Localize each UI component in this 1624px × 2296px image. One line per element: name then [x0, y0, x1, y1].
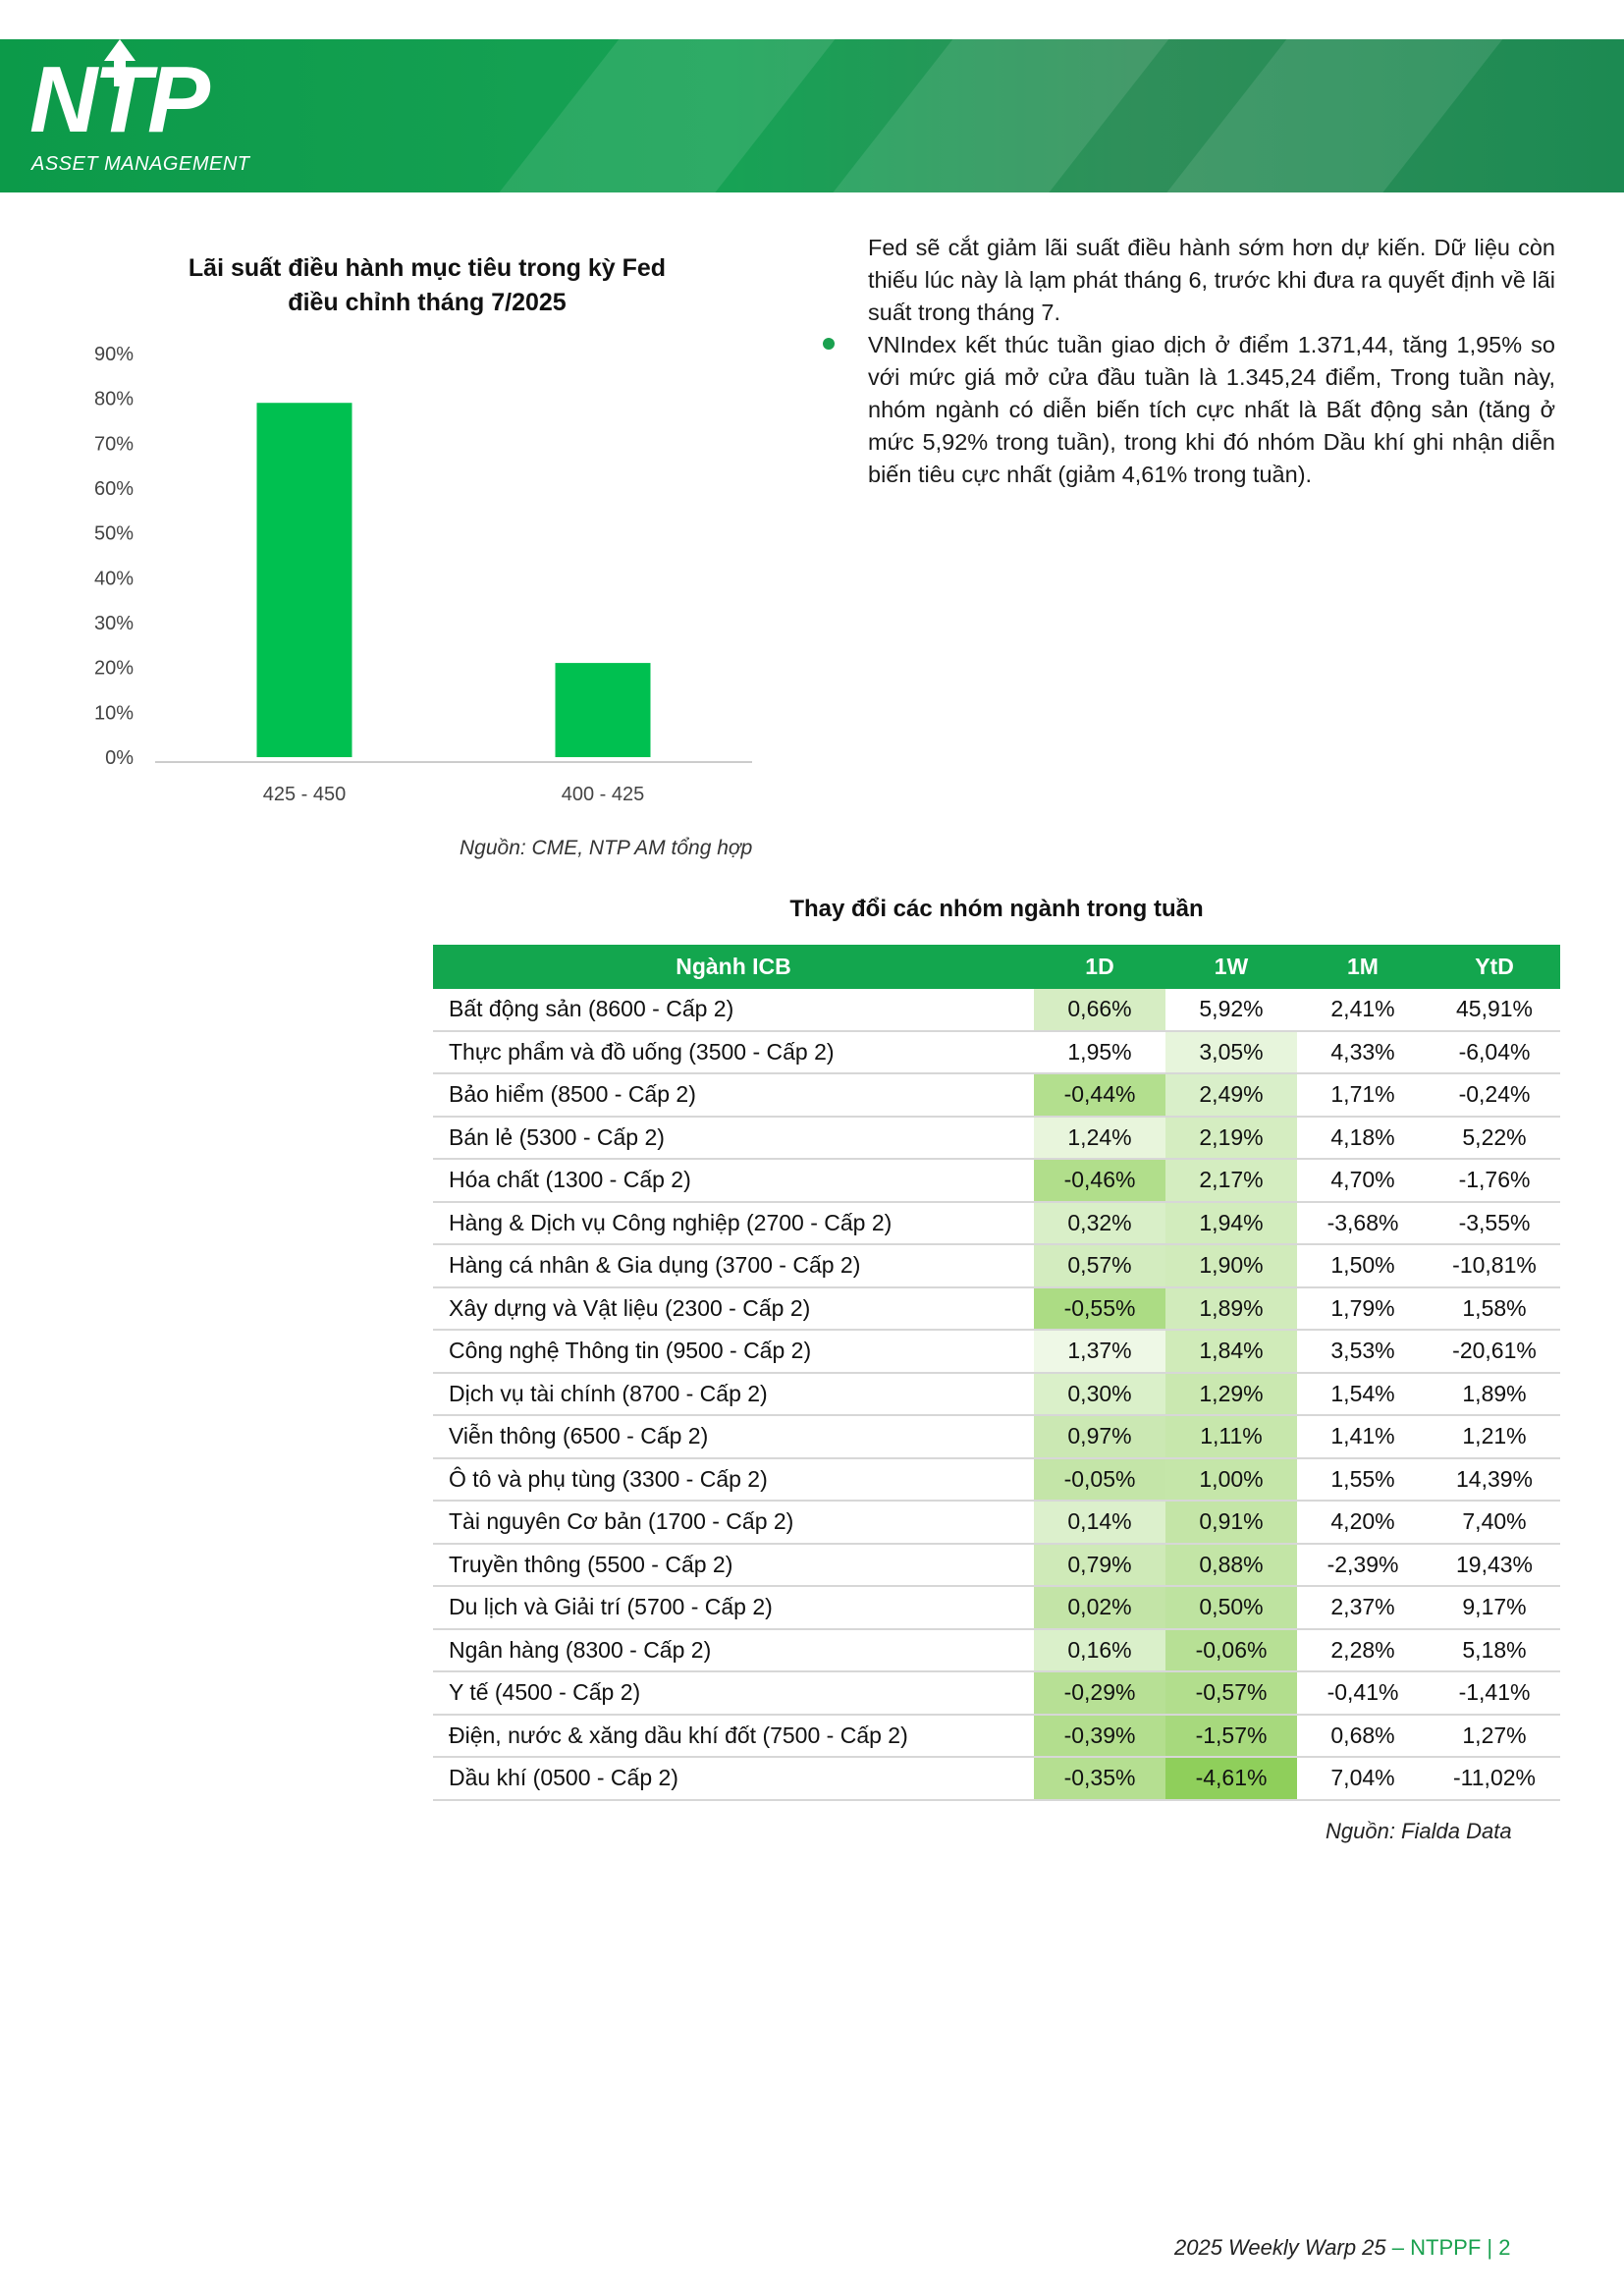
- cell-sector: Y tế (4500 - Cấp 2): [433, 1671, 1034, 1715]
- cell-1w: 1,11%: [1165, 1415, 1297, 1458]
- table-row: [433, 1458, 1560, 1502]
- chart-source: Nguồn: CME, NTP AM tổng hợp: [460, 837, 753, 859]
- cell-1w: -0,57%: [1165, 1671, 1297, 1715]
- cell-sector: Công nghệ Thông tin (9500 - Cấp 2): [433, 1330, 1034, 1373]
- cell-1d: -0,44%: [1034, 1073, 1165, 1117]
- commentary-text: [868, 232, 1555, 491]
- cell-1w: 1,00%: [1165, 1458, 1297, 1502]
- cell-1m: 1,71%: [1297, 1073, 1429, 1117]
- cell-ytd: 1,58%: [1429, 1287, 1560, 1331]
- cell-1m: 1,41%: [1297, 1415, 1429, 1458]
- y-tick-label: 30%: [93, 613, 134, 634]
- sector-change-table: [433, 945, 1560, 1801]
- commentary-para-2: VNIndex kết thúc tuần giao dịch ở điểm 1.371,44, tăng 1,95% so với mức giá mở cửa đầu tuần là 1.345,24 điểm, Trong tuần này, nhóm ngành có diễn biến tích cực nhất là Bất động sản (tăng ở mức 5,92% trong tuần), trong khi đó nhóm Dầu khí ghi nhận diễn biến tiêu cực nhất (giảm 4,61% trong tuần).: [868, 332, 1555, 487]
- table-row: [433, 1415, 1560, 1458]
- bar: [556, 663, 651, 757]
- cell-1m: 4,70%: [1297, 1159, 1429, 1202]
- table-row: [433, 1501, 1560, 1544]
- table-row: [433, 1202, 1560, 1245]
- logo-wordmark: NTP: [29, 47, 206, 152]
- cell-ytd: -1,76%: [1429, 1159, 1560, 1202]
- y-tick-label: 90%: [93, 344, 134, 365]
- bar: [257, 403, 352, 757]
- cell-sector: Tài nguyên Cơ bản (1700 - Cấp 2): [433, 1501, 1034, 1544]
- cell-sector: Ô tô và phụ tùng (3300 - Cấp 2): [433, 1458, 1034, 1502]
- cell-sector: Bán lẻ (5300 - Cấp 2): [433, 1117, 1034, 1160]
- cell-1w: 1,94%: [1165, 1202, 1297, 1245]
- y-tick-label: 60%: [93, 478, 134, 500]
- table-row: [433, 1629, 1560, 1672]
- cell-sector: Hàng & Dịch vụ Công nghiệp (2700 - Cấp 2): [433, 1202, 1034, 1245]
- table-title: Thay đổi các nhóm ngành trong tuần: [789, 896, 1204, 922]
- col-header-1d: 1D: [1034, 945, 1165, 989]
- table-row: [433, 1244, 1560, 1287]
- cell-ytd: 45,91%: [1429, 989, 1560, 1031]
- cell-1m: 2,28%: [1297, 1629, 1429, 1672]
- cell-sector: Bất động sản (8600 - Cấp 2): [433, 989, 1034, 1031]
- cell-1m: 4,18%: [1297, 1117, 1429, 1160]
- y-tick-label: 20%: [93, 657, 134, 680]
- cell-1m: 1,54%: [1297, 1373, 1429, 1416]
- cell-1w: 0,88%: [1165, 1544, 1297, 1587]
- y-tick-label: 50%: [93, 522, 134, 545]
- cell-1w: -1,57%: [1165, 1715, 1297, 1758]
- x-tick-label: 400 - 425: [561, 784, 645, 805]
- cell-1d: 0,57%: [1034, 1244, 1165, 1287]
- cell-1w: 2,19%: [1165, 1117, 1297, 1160]
- cell-1w: 0,91%: [1165, 1501, 1297, 1544]
- footer-report: 2025 Weekly Warp 25: [1174, 2235, 1386, 2260]
- cell-1m: -3,68%: [1297, 1202, 1429, 1245]
- cell-ytd: -10,81%: [1429, 1244, 1560, 1287]
- cell-1w: 1,89%: [1165, 1287, 1297, 1331]
- cell-1m: 7,04%: [1297, 1757, 1429, 1800]
- cell-1d: 0,30%: [1034, 1373, 1165, 1416]
- commentary-para-1: Fed sẽ cắt giảm lãi suất điều hành sớm hơn dự kiến. Dữ liệu còn thiếu lúc này là lạm phát tháng 6, trước khi đưa ra quyết định về lãi suất trong tháng 7.: [868, 235, 1555, 325]
- table-row: [433, 1715, 1560, 1758]
- cell-ytd: 5,22%: [1429, 1117, 1560, 1160]
- cell-1d: -0,29%: [1034, 1671, 1165, 1715]
- chart-title-line1: Lãi suất điều hành mục tiêu trong kỳ Fed: [188, 254, 667, 282]
- cell-1w: 3,05%: [1165, 1031, 1297, 1074]
- cell-1m: 1,50%: [1297, 1244, 1429, 1287]
- cell-1w: 2,17%: [1165, 1159, 1297, 1202]
- cell-1m: 3,53%: [1297, 1330, 1429, 1373]
- bullet-icon: [823, 338, 835, 350]
- cell-1d: -0,55%: [1034, 1287, 1165, 1331]
- cell-1d: 0,14%: [1034, 1501, 1165, 1544]
- cell-sector: Ngân hàng (8300 - Cấp 2): [433, 1629, 1034, 1672]
- cell-1w: -0,06%: [1165, 1629, 1297, 1672]
- y-tick-label: 80%: [93, 388, 134, 410]
- cell-ytd: 7,40%: [1429, 1501, 1560, 1544]
- footer-brand: NTPPF: [1410, 2235, 1482, 2260]
- cell-sector: Du lịch và Giải trí (5700 - Cấp 2): [433, 1586, 1034, 1629]
- cell-sector: Bảo hiểm (8500 - Cấp 2): [433, 1073, 1034, 1117]
- col-header-ytd: YtD: [1429, 945, 1560, 989]
- table-row: [433, 1757, 1560, 1800]
- y-tick-label: 40%: [93, 568, 134, 590]
- table-row: [433, 1373, 1560, 1416]
- table-row: [433, 989, 1560, 1031]
- y-tick-label: 10%: [93, 702, 134, 725]
- fed-rate-bar-chart: [59, 329, 766, 820]
- cell-ytd: 9,17%: [1429, 1586, 1560, 1629]
- cell-ytd: -6,04%: [1429, 1031, 1560, 1074]
- cell-sector: Thực phẩm và đồ uống (3500 - Cấp 2): [433, 1031, 1034, 1074]
- col-header-sector: Ngành ICB: [433, 945, 1034, 989]
- cell-1w: 1,84%: [1165, 1330, 1297, 1373]
- cell-1m: 1,79%: [1297, 1287, 1429, 1331]
- cell-sector: Hàng cá nhân & Gia dụng (3700 - Cấp 2): [433, 1244, 1034, 1287]
- cell-1w: 5,92%: [1165, 989, 1297, 1031]
- cell-1d: 0,79%: [1034, 1544, 1165, 1587]
- y-tick-label: 0%: [105, 747, 134, 769]
- cell-ytd: -3,55%: [1429, 1202, 1560, 1245]
- cell-1m: -2,39%: [1297, 1544, 1429, 1587]
- table-header-row: [433, 945, 1560, 989]
- x-tick-label: 425 - 450: [262, 784, 347, 805]
- cell-1d: -0,46%: [1034, 1159, 1165, 1202]
- cell-ytd: -20,61%: [1429, 1330, 1560, 1373]
- y-tick-label: 70%: [93, 433, 134, 456]
- cell-1d: 1,37%: [1034, 1330, 1165, 1373]
- cell-1w: 0,50%: [1165, 1586, 1297, 1629]
- cell-1m: -0,41%: [1297, 1671, 1429, 1715]
- page-footer: [1174, 2235, 1510, 2261]
- logo-subtitle: ASSET MANAGEMENT: [31, 153, 250, 175]
- table-row: [433, 1117, 1560, 1160]
- chart-title: [147, 251, 707, 320]
- footer-dash: –: [1391, 2235, 1405, 2260]
- cell-sector: Viễn thông (6500 - Cấp 2): [433, 1415, 1034, 1458]
- table-row: [433, 1671, 1560, 1715]
- cell-1m: 2,37%: [1297, 1586, 1429, 1629]
- cell-1d: 0,02%: [1034, 1586, 1165, 1629]
- cell-1m: 4,20%: [1297, 1501, 1429, 1544]
- cell-1w: 1,90%: [1165, 1244, 1297, 1287]
- cell-sector: Hóa chất (1300 - Cấp 2): [433, 1159, 1034, 1202]
- table-row: [433, 1031, 1560, 1074]
- cell-1w: 1,29%: [1165, 1373, 1297, 1416]
- col-header-1m: 1M: [1297, 945, 1429, 989]
- cell-sector: Truyền thông (5500 - Cấp 2): [433, 1544, 1034, 1587]
- table-row: [433, 1544, 1560, 1587]
- cell-1m: 4,33%: [1297, 1031, 1429, 1074]
- cell-ytd: -0,24%: [1429, 1073, 1560, 1117]
- cell-1d: 1,95%: [1034, 1031, 1165, 1074]
- cell-1d: 0,97%: [1034, 1415, 1165, 1458]
- cell-1d: 0,66%: [1034, 989, 1165, 1031]
- chart-title-line2: điều chỉnh tháng 7/2025: [288, 289, 567, 316]
- cell-ytd: 5,18%: [1429, 1629, 1560, 1672]
- table-row: [433, 1586, 1560, 1629]
- cell-1d: -0,39%: [1034, 1715, 1165, 1758]
- cell-1d: 1,24%: [1034, 1117, 1165, 1160]
- cell-1w: 2,49%: [1165, 1073, 1297, 1117]
- cell-ytd: -11,02%: [1429, 1757, 1560, 1800]
- cell-ytd: -1,41%: [1429, 1671, 1560, 1715]
- col-header-1w: 1W: [1165, 945, 1297, 989]
- cell-1m: 2,41%: [1297, 989, 1429, 1031]
- table-source: Nguồn: Fialda Data: [1326, 1819, 1512, 1843]
- table-row: [433, 1287, 1560, 1331]
- cell-1d: 0,32%: [1034, 1202, 1165, 1245]
- footer-page: | 2: [1487, 2235, 1511, 2260]
- cell-1d: -0,05%: [1034, 1458, 1165, 1502]
- table-row: [433, 1159, 1560, 1202]
- cell-sector: Xây dựng và Vật liệu (2300 - Cấp 2): [433, 1287, 1034, 1331]
- cell-1w: -4,61%: [1165, 1757, 1297, 1800]
- cell-sector: Dầu khí (0500 - Cấp 2): [433, 1757, 1034, 1800]
- table-row: [433, 1330, 1560, 1373]
- cell-ytd: 1,89%: [1429, 1373, 1560, 1416]
- table-row: [433, 1073, 1560, 1117]
- cell-1d: 0,16%: [1034, 1629, 1165, 1672]
- ntp-logo: [29, 47, 255, 185]
- cell-1d: -0,35%: [1034, 1757, 1165, 1800]
- cell-ytd: 1,21%: [1429, 1415, 1560, 1458]
- cell-ytd: 14,39%: [1429, 1458, 1560, 1502]
- cell-sector: Điện, nước & xăng dầu khí đốt (7500 - Cấp 2): [433, 1715, 1034, 1758]
- cell-1m: 0,68%: [1297, 1715, 1429, 1758]
- cell-ytd: 19,43%: [1429, 1544, 1560, 1587]
- cell-sector: Dịch vụ tài chính (8700 - Cấp 2): [433, 1373, 1034, 1416]
- cell-1m: 1,55%: [1297, 1458, 1429, 1502]
- cell-ytd: 1,27%: [1429, 1715, 1560, 1758]
